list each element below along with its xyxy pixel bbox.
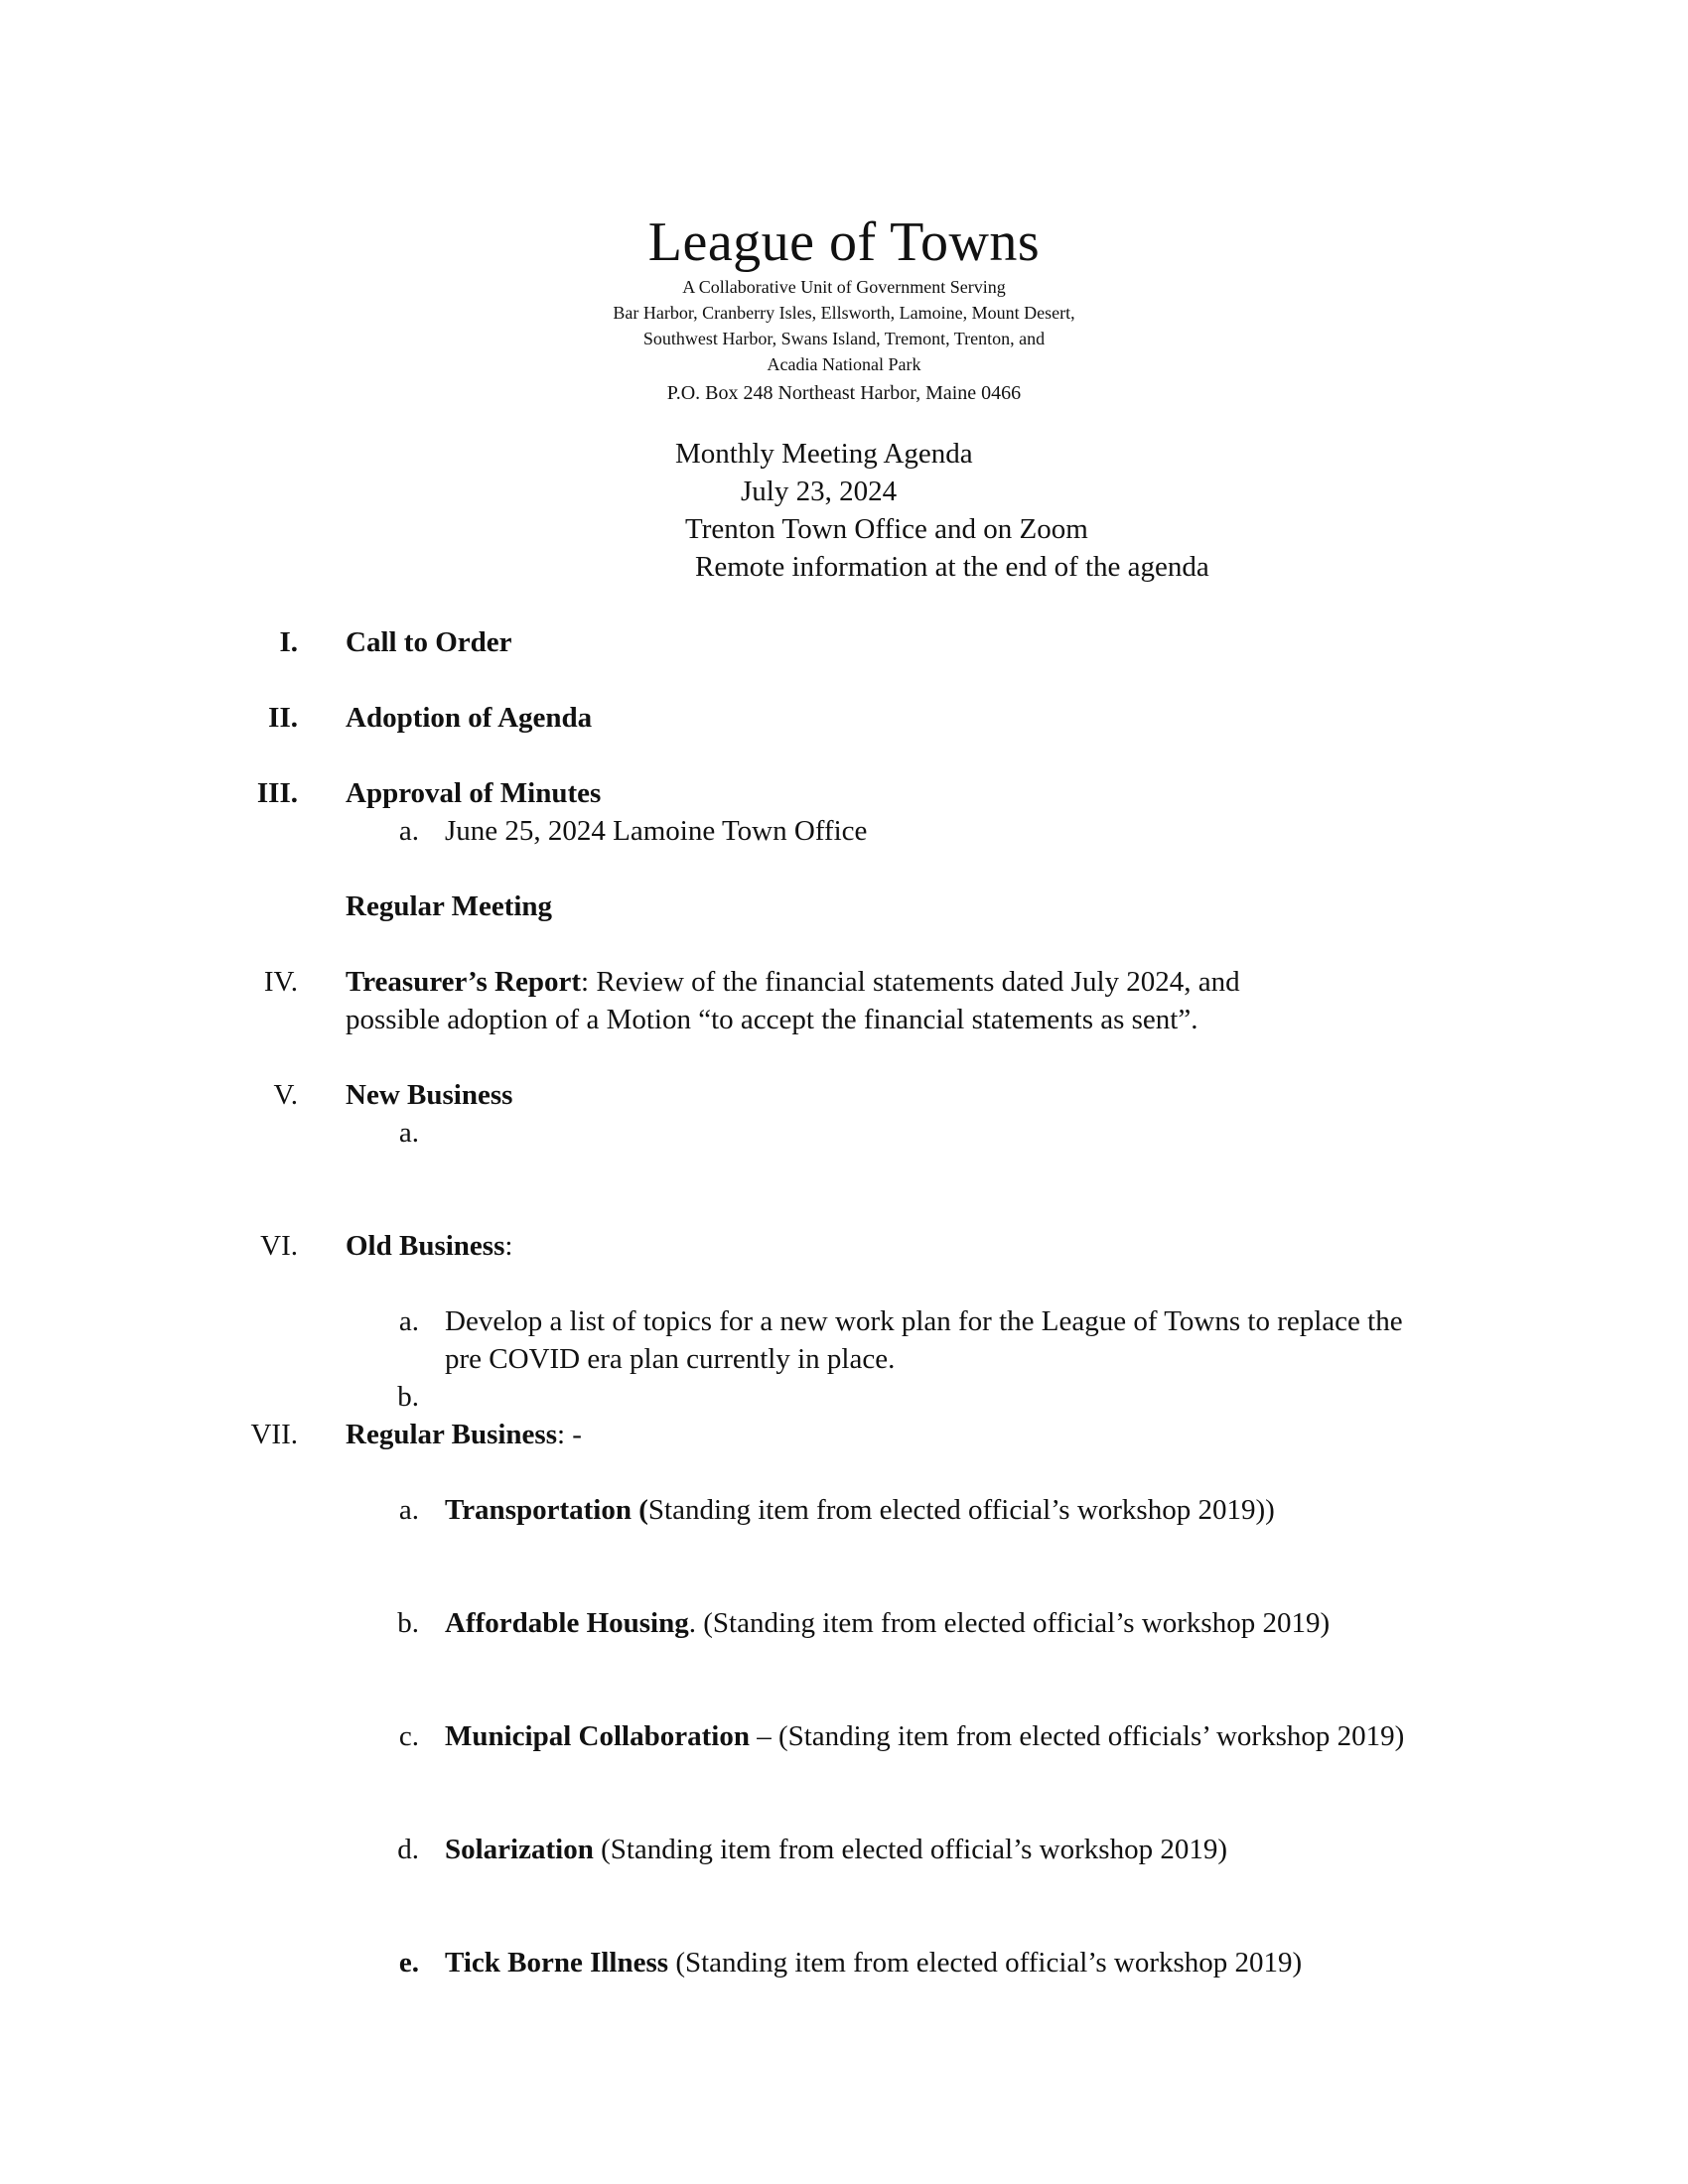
meeting-title: Monthly Meeting Agenda [675, 438, 973, 470]
subitem-letter: c. [398, 1720, 419, 1752]
subitem-letter: d. [397, 1834, 419, 1865]
agenda-item-number: IV. [263, 966, 298, 998]
agenda-item-title: Call to Order [346, 626, 512, 658]
agenda-item-title: Adoption of Agenda [346, 702, 593, 734]
subitem-title: Tick Borne Illness [445, 1947, 669, 1979]
subitem-letter: a. [398, 1305, 419, 1337]
subitem-letter: a. [398, 815, 419, 847]
subitem-text: June 25, 2024 Lamoine Town Office [445, 815, 868, 847]
meeting-date: July 23, 2024 [741, 476, 898, 507]
subitem-text: (Standing item from elected official’s workshop 2019) [668, 1947, 1303, 1979]
subitem-text: – (Standing item from elected officials’ workshop 2019) [749, 1720, 1405, 1752]
agenda-item-title-suffix: : [504, 1230, 513, 1262]
subitem-text: Standing item from elected official’s workshop 2019)) [647, 1494, 1275, 1526]
agenda-item-description: : Review of the financial statements dated July 2024, and possible adoption of a Motion “to accept the financial statements as sent”. [346, 966, 1240, 1035]
subitem-text: (Standing item from elected official’s workshop 2019) [593, 1834, 1227, 1865]
subitem-letter: b. [397, 1607, 419, 1639]
letterhead-line-2: Bar Harbor, Cranberry Isles, Ellsworth, Lamoine, Mount Desert, [613, 303, 1075, 323]
subitem-text: Develop a list of topics for a new work plan for the League of Towns to replace the pre COVID era plan currently in place. [445, 1305, 1403, 1375]
organization-name: League of Towns [647, 211, 1041, 273]
subitem-title: Solarization [445, 1834, 594, 1865]
agenda-item-number: III. [256, 777, 298, 809]
agenda-item-number: VII. [250, 1419, 298, 1450]
agenda-item-number: V. [273, 1079, 298, 1111]
agenda-item-number: VI. [260, 1230, 298, 1262]
agenda-item-title: Old Business [346, 1230, 505, 1262]
subitem-letter: a. [398, 1494, 419, 1526]
letterhead-line-1: A Collaborative Unit of Government Serving [682, 277, 1006, 297]
letterhead-line-3: Southwest Harbor, Swans Island, Tremont, Trenton, and [642, 329, 1046, 348]
subitem-title: Municipal Collaboration [445, 1720, 750, 1752]
subitem-text: . (Standing item from elected official’s workshop 2019) [688, 1607, 1331, 1639]
agenda-item-title: Approval of Minutes [346, 777, 602, 809]
meeting-remote-note: Remote information at the end of the agenda [695, 551, 1209, 583]
letterhead-line-4: Acadia National Park [767, 354, 921, 374]
subitem-title: Affordable Housing [445, 1607, 689, 1639]
subitem-letter: e. [398, 1947, 419, 1979]
meeting-location: Trenton Town Office and on Zoom [685, 513, 1088, 545]
agenda-item-title: New Business [346, 1079, 513, 1111]
agenda-item-number: II. [268, 702, 298, 734]
subitem-letter: a. [398, 1117, 419, 1149]
subitem-letter: b. [397, 1381, 419, 1413]
agenda-item-title-suffix: : - [556, 1419, 582, 1450]
agenda-item-title: Treasurer’s Report [346, 966, 582, 998]
section-heading: Regular Meeting [346, 890, 553, 922]
subitem-title: Transportation ( [445, 1494, 648, 1526]
letterhead [0, 210, 1688, 407]
agenda-item-title: Regular Business [346, 1419, 557, 1450]
agenda-item-number: I. [279, 626, 298, 658]
letterhead-address: P.O. Box 248 Northeast Harbor, Maine 0466 [666, 382, 1022, 404]
